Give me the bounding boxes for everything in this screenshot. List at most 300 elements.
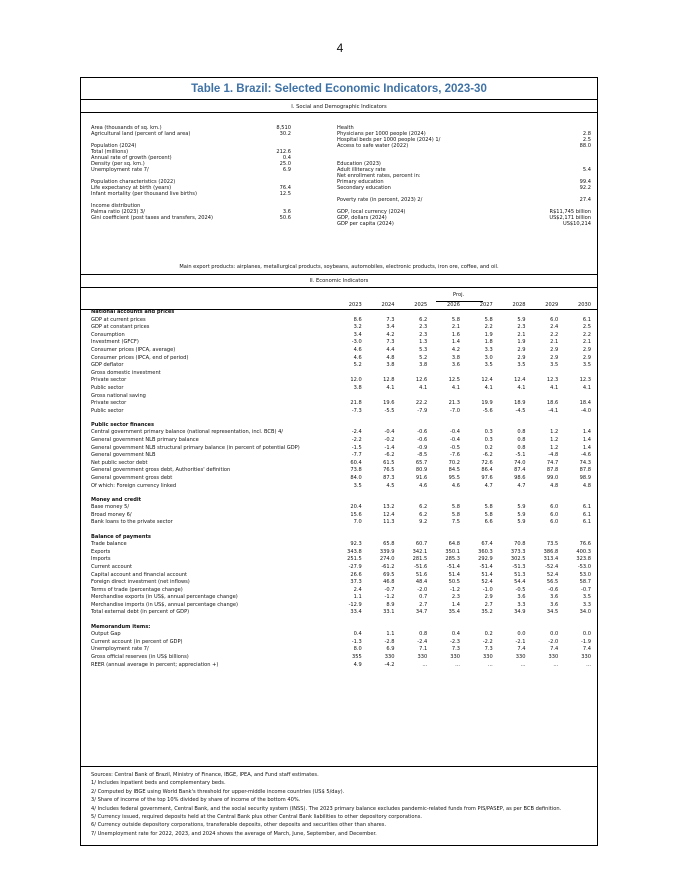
row-value: 0.0 xyxy=(550,631,559,638)
row-value: 1.4 xyxy=(582,429,591,436)
row-value: 34.7 xyxy=(415,609,428,616)
row-value xyxy=(493,422,526,430)
row-value: 4.6 xyxy=(353,346,362,353)
row-value: 6.1 xyxy=(582,519,591,526)
row-value: 60.7 xyxy=(415,541,428,548)
social-left-value: 8,510 xyxy=(276,124,291,131)
row-value: -5.1 xyxy=(515,452,526,459)
row-value: 18.9 xyxy=(514,400,526,407)
row-value xyxy=(427,422,460,430)
row-label: Trade balance xyxy=(91,541,127,548)
row-value xyxy=(362,393,395,401)
row-value: 3.3 xyxy=(582,601,591,608)
row-value: 330 xyxy=(417,653,428,660)
row-value: 1.4 xyxy=(582,444,591,451)
row-value xyxy=(427,309,460,317)
table-row xyxy=(91,564,591,572)
row-value: 56.5 xyxy=(546,579,559,586)
row-value: 2.9 xyxy=(550,354,559,361)
row-value xyxy=(329,309,362,317)
row-value: 4.1 xyxy=(517,384,526,391)
row-value: -61.2 xyxy=(381,563,395,570)
social-left-label: Density (per sq. km.) xyxy=(91,160,145,167)
row-value: 19.6 xyxy=(383,400,395,407)
row-value: -2.0 xyxy=(548,638,559,645)
row-value: 33.1 xyxy=(383,609,395,616)
row-value: 0.8 xyxy=(517,429,526,436)
social-right-value: 92.2 xyxy=(579,185,591,191)
row-value: 1.4 xyxy=(451,339,460,346)
social-left-label: Palma ratio (2023) 3/ xyxy=(91,209,145,216)
social-right-value: 2.5 xyxy=(582,136,591,143)
social-right-value: 99.4 xyxy=(579,178,591,185)
table-row xyxy=(91,445,591,453)
year-header: 2027 xyxy=(479,302,493,308)
row-value: 1.8 xyxy=(484,339,493,346)
row-value: 3.5 xyxy=(517,362,526,369)
row-value: 35.2 xyxy=(481,609,493,616)
row-value xyxy=(427,370,460,378)
row-value xyxy=(395,370,428,378)
row-value: 1.4 xyxy=(451,601,460,608)
row-value: 87.8 xyxy=(579,467,591,474)
row-value: 5.2 xyxy=(353,362,362,369)
row-value: -1.3 xyxy=(351,638,362,645)
row-value xyxy=(493,393,526,401)
row-value xyxy=(460,393,493,401)
table-row xyxy=(91,437,591,445)
row-value xyxy=(362,534,395,542)
row-value xyxy=(460,534,493,542)
row-value: 8.0 xyxy=(353,646,362,653)
row-value: 6.1 xyxy=(582,504,591,511)
social-left-value: 12.5 xyxy=(279,191,291,198)
row-value: -2.2 xyxy=(351,437,362,443)
row-value: 5.9 xyxy=(517,519,526,526)
section-social-rule xyxy=(81,112,597,113)
row-value: -4.5 xyxy=(515,407,526,414)
row-value: 274.0 xyxy=(379,556,395,563)
row-value: 342.1 xyxy=(412,548,428,555)
section-economic-rule xyxy=(81,287,597,288)
row-value: 26.6 xyxy=(350,571,362,578)
social-left-label: Life expectancy at birth (years) xyxy=(91,185,172,191)
row-label: Foreign direct investment (net inflows) xyxy=(91,579,190,586)
social-right-label: Access to safe water (2022) xyxy=(337,142,409,149)
row-value: 97.6 xyxy=(481,474,493,481)
row-value xyxy=(526,393,559,401)
row-value: 330 xyxy=(548,653,559,660)
row-value: 350.1 xyxy=(445,548,460,555)
social-right-label: Physicians per 1000 people (2024) xyxy=(337,130,426,137)
row-value: -0.7 xyxy=(384,586,395,593)
row-label: General government NLB xyxy=(91,452,156,459)
social-left-label: Annual rate of growth (percent) xyxy=(91,154,172,161)
row-value: 4.2 xyxy=(451,346,460,353)
row-value: -0.6 xyxy=(417,429,428,436)
row-value: 50.5 xyxy=(448,579,460,586)
section-economic-title: II. Economic Indicators xyxy=(309,278,369,284)
row-value: 5.2 xyxy=(419,354,428,361)
row-value: 6.2 xyxy=(419,504,428,511)
row-value: -2.2 xyxy=(482,638,493,645)
table-row xyxy=(91,587,591,595)
row-value: -51.6 xyxy=(414,563,428,570)
row-value: 4.1 xyxy=(451,384,460,391)
row-value: 73.5 xyxy=(546,541,559,548)
row-value: -7.7 xyxy=(351,452,362,459)
row-value: 0.8 xyxy=(517,444,526,451)
row-value: 2.9 xyxy=(484,594,493,601)
row-value: 21.8 xyxy=(350,400,362,407)
table-row xyxy=(91,452,591,460)
row-value: 35.4 xyxy=(448,609,460,616)
row-value: 2.1 xyxy=(582,339,591,346)
table-row xyxy=(91,460,591,468)
row-value: 3.5 xyxy=(484,362,493,369)
row-value xyxy=(329,370,362,378)
row-value xyxy=(558,309,591,317)
row-value: 3.5 xyxy=(353,482,362,489)
row-label: Current account xyxy=(91,563,133,570)
year-header-blank xyxy=(91,302,329,309)
row-label: Balance of payments xyxy=(91,533,151,540)
row-label: Money and credit xyxy=(91,496,142,503)
row-value: 1.9 xyxy=(484,331,493,338)
row-value xyxy=(460,422,493,430)
row-value: 386.8 xyxy=(543,548,559,555)
row-value: -2.3 xyxy=(450,638,460,645)
row-value: 4.6 xyxy=(353,354,362,361)
row-value: 52.4 xyxy=(546,571,559,578)
row-value: 0.4 xyxy=(353,631,362,638)
row-value xyxy=(427,534,460,542)
row-value: 339.9 xyxy=(379,548,395,555)
social-right-label: GDP per capita (2024) xyxy=(337,221,394,228)
row-value: 51.6 xyxy=(415,571,428,578)
social-right-value: R$11,745 billion xyxy=(549,209,591,216)
row-value: 360.3 xyxy=(478,548,493,555)
row-value: 7.3 xyxy=(386,339,395,346)
row-value: 6.1 xyxy=(582,316,591,323)
row-value xyxy=(526,309,559,317)
row-value: 54.4 xyxy=(514,579,526,586)
row-value: -27.9 xyxy=(348,563,362,570)
table-row xyxy=(91,609,591,617)
row-value xyxy=(395,422,428,430)
row-value: 15.6 xyxy=(350,511,362,518)
row-label: GDP at constant prices xyxy=(91,324,150,331)
row-value: 3.8 xyxy=(451,354,460,361)
row-value: 313.4 xyxy=(543,556,559,563)
row-value: -4.0 xyxy=(581,407,591,414)
table-row xyxy=(91,519,591,527)
row-value: 12.6 xyxy=(415,377,428,384)
section-row xyxy=(91,422,591,430)
row-value: 0.2 xyxy=(484,444,493,451)
row-value: 0.4 xyxy=(451,631,460,638)
row-value: 5.9 xyxy=(517,316,526,323)
economic-indicators-table xyxy=(91,302,591,669)
row-value: 2.9 xyxy=(517,354,526,361)
row-value: 34.0 xyxy=(579,609,591,616)
row-value: 18.4 xyxy=(579,400,591,407)
row-value xyxy=(395,534,428,542)
row-value: 5.8 xyxy=(484,511,493,518)
table-row xyxy=(91,324,591,332)
row-value: 2.7 xyxy=(484,601,493,608)
row-value: 4.4 xyxy=(386,346,395,353)
row-label: Central government primary balance (national representation, incl. BCB) 4/ xyxy=(91,429,284,436)
row-value: -51.4 xyxy=(446,563,460,570)
row-value: -4.2 xyxy=(384,661,395,668)
table-row xyxy=(91,594,591,602)
row-value: 12.4 xyxy=(514,377,526,384)
row-value xyxy=(493,534,526,542)
note-line: 2/ Computed by IBGE using World Bank's threshold for upper-middle income countries (US$ 5/day). xyxy=(91,788,345,795)
row-value: -7.9 xyxy=(417,407,428,414)
social-left-value: 30.2 xyxy=(279,130,291,137)
row-value: -4.8 xyxy=(548,452,559,459)
note-line: 6/ Currency outside depository corporations, transferable deposits, other deposits and securities other than shares. xyxy=(91,822,387,829)
row-value: 1.9 xyxy=(517,339,526,346)
row-value: 330 xyxy=(581,653,591,660)
row-value: 86.4 xyxy=(481,467,493,474)
row-value: 87.8 xyxy=(546,467,559,474)
row-value: 6.0 xyxy=(550,316,559,323)
row-value: 7.1 xyxy=(419,646,428,653)
row-value: -12.9 xyxy=(348,601,362,608)
row-value: 5.8 xyxy=(451,511,460,518)
row-value: 2.1 xyxy=(550,339,559,346)
row-value: 2.2 xyxy=(550,331,559,338)
table-row xyxy=(91,393,591,401)
row-value: -0.2 xyxy=(384,437,395,443)
row-value: 281.5 xyxy=(412,556,428,563)
row-value: 6.6 xyxy=(484,519,493,526)
table-row xyxy=(91,347,591,355)
row-value: -53.0 xyxy=(577,563,591,570)
table-row xyxy=(91,362,591,370)
row-value: ... xyxy=(487,661,493,668)
social-right-label: GDP, local currency (2024) xyxy=(337,209,406,216)
row-value: 3.4 xyxy=(386,324,395,331)
row-label: Base money 5/ xyxy=(91,504,130,511)
row-value: 12.0 xyxy=(350,377,362,384)
row-value: 5.9 xyxy=(517,511,526,518)
row-value: ... xyxy=(520,661,526,668)
row-value xyxy=(460,309,493,317)
indicators-table-frame xyxy=(80,77,598,846)
row-value: 76.5 xyxy=(383,467,395,474)
table-row xyxy=(91,572,591,580)
row-value: 6.0 xyxy=(550,511,559,518)
row-value: 11.3 xyxy=(383,519,395,526)
row-value: 285.3 xyxy=(445,556,460,563)
row-value: 7.3 xyxy=(451,646,460,653)
row-value xyxy=(558,624,591,632)
page-number: 4 xyxy=(336,41,344,55)
row-label: GDP deflator xyxy=(91,362,124,369)
row-value: 323.8 xyxy=(576,556,591,563)
row-value: 4.1 xyxy=(419,384,428,391)
row-value xyxy=(558,393,591,401)
social-left-value: 212.6 xyxy=(276,148,291,155)
row-value: 91.6 xyxy=(415,474,428,481)
row-label: Gross domestic investment xyxy=(91,369,161,376)
note-line: 7/ Unemployment rate for 2022, 2023, and 2024 shows the average of March, June, September, and December. xyxy=(91,830,377,837)
row-value: 2.3 xyxy=(451,594,460,601)
row-value: 60.4 xyxy=(350,459,362,466)
table-row xyxy=(91,467,591,475)
row-value: 3.8 xyxy=(353,384,362,391)
row-value: 6.0 xyxy=(550,519,559,526)
row-value: 0.2 xyxy=(484,631,493,638)
note-line: Sources: Central Bank of Brazil, Ministry of Finance, IBGE, IPEA, and Fund staff estimates. xyxy=(91,772,319,778)
row-label: Exports xyxy=(91,548,111,555)
row-value: 2.5 xyxy=(582,324,591,331)
note-line: 3/ Share of income of the top 10% divided by share of income of the bottom 40%. xyxy=(91,797,301,804)
row-value: 4.8 xyxy=(582,482,591,489)
row-value: -0.6 xyxy=(417,437,428,443)
year-header: 2024 xyxy=(381,302,395,308)
row-value: -2.8 xyxy=(384,638,395,645)
row-value: 37.3 xyxy=(350,579,362,586)
row-value: 3.6 xyxy=(550,594,559,601)
table-row xyxy=(91,579,591,587)
row-value: 65.7 xyxy=(415,459,428,466)
table-row xyxy=(91,400,591,408)
row-value: 73.8 xyxy=(350,467,362,474)
row-value: -2.1 xyxy=(515,638,526,645)
row-value: 1.4 xyxy=(582,437,591,443)
row-label: Consumption xyxy=(91,331,125,338)
row-label: General government gross debt xyxy=(91,474,173,481)
row-value: 69.5 xyxy=(383,571,395,578)
row-label: Public sector xyxy=(91,407,124,414)
row-value: 12.5 xyxy=(448,377,460,384)
row-value xyxy=(329,534,362,542)
row-value xyxy=(329,422,362,430)
row-value: 0.0 xyxy=(517,631,526,638)
row-value: 33.4 xyxy=(350,609,362,616)
row-value: 7.5 xyxy=(451,519,460,526)
row-value xyxy=(526,534,559,542)
row-value: 5.8 xyxy=(484,316,493,323)
social-right-label: Secondary education xyxy=(337,185,391,191)
row-value: -2.4 xyxy=(351,429,362,436)
table-row xyxy=(91,631,591,639)
row-value: 3.4 xyxy=(353,331,362,338)
row-value: 343.8 xyxy=(347,548,362,555)
row-value: 4.6 xyxy=(419,482,428,489)
row-label: Capital account and financial account xyxy=(91,571,188,578)
row-value xyxy=(329,393,362,401)
row-value: 80.9 xyxy=(415,467,428,474)
row-value xyxy=(362,624,395,632)
row-value: 1.3 xyxy=(419,339,428,346)
row-value xyxy=(362,422,395,430)
row-value: 2.3 xyxy=(517,324,526,331)
table-row xyxy=(91,662,591,670)
row-label: Gross national saving xyxy=(91,392,146,399)
row-value: 4.8 xyxy=(386,354,395,361)
row-value: 8.6 xyxy=(353,316,362,323)
row-value: 74.0 xyxy=(514,459,526,466)
row-value: 2.9 xyxy=(517,346,526,353)
row-value: -1.2 xyxy=(384,594,395,601)
table-row xyxy=(91,475,591,483)
row-value: 0.8 xyxy=(419,631,428,638)
row-value: 4.8 xyxy=(550,482,559,489)
row-value xyxy=(395,624,428,632)
row-value: 99.0 xyxy=(546,474,559,481)
row-value: 6.0 xyxy=(550,504,559,511)
row-label: Output Gap xyxy=(91,631,121,638)
row-value: 1.2 xyxy=(550,437,559,443)
table-row xyxy=(91,646,591,654)
row-value: -5.6 xyxy=(482,407,493,414)
row-value: 52.4 xyxy=(481,579,493,586)
row-value: 92.3 xyxy=(350,541,362,548)
row-value: 12.8 xyxy=(383,377,395,384)
row-value: 4.1 xyxy=(582,384,591,391)
row-value xyxy=(362,309,395,317)
social-left-label: Unemployment rate 7/ xyxy=(91,166,149,173)
row-value: 4.7 xyxy=(484,482,493,489)
row-value: 84.5 xyxy=(448,467,460,474)
row-value: -0.6 xyxy=(548,586,559,593)
social-right-label: Adult illiteracy rate xyxy=(337,166,386,173)
table-row xyxy=(91,504,591,512)
row-value xyxy=(526,624,559,632)
row-value: 18.6 xyxy=(546,400,559,407)
row-value xyxy=(558,370,591,378)
row-value: 4.1 xyxy=(386,384,395,391)
row-value: -0.4 xyxy=(450,429,460,436)
row-value: 5.8 xyxy=(451,316,460,323)
row-value: -3.0 xyxy=(351,339,362,346)
social-left-label: Gini coefficient (post taxes and transfers, 2024) xyxy=(91,215,213,222)
row-value: 2.9 xyxy=(582,346,591,353)
note-line: 5/ Currency issued, required deposits held at the Central Bank plus other Central Bank liabilities to other depository corporations. xyxy=(91,814,422,821)
social-left-value: 6.9 xyxy=(282,166,291,173)
row-value: -0.4 xyxy=(450,437,460,443)
row-value xyxy=(362,497,395,505)
row-value: 4.9 xyxy=(353,661,362,668)
row-value: 3.6 xyxy=(550,601,559,608)
row-value: 34.9 xyxy=(514,609,526,616)
row-label: Memorandum items: xyxy=(91,623,151,630)
row-value: -0.5 xyxy=(450,444,460,451)
table-row xyxy=(91,408,591,416)
row-value: 4.6 xyxy=(451,482,460,489)
row-value xyxy=(493,370,526,378)
row-value xyxy=(526,497,559,505)
row-value: 12.3 xyxy=(546,377,559,384)
row-value: 3.8 xyxy=(419,362,428,369)
table-row xyxy=(91,549,591,557)
row-value: 1.2 xyxy=(550,444,559,451)
row-value: 0.7 xyxy=(419,594,428,601)
table-row xyxy=(91,654,591,662)
row-value: 87.4 xyxy=(514,467,526,474)
section-row xyxy=(91,534,591,542)
row-value xyxy=(395,309,428,317)
row-value: 22.2 xyxy=(415,400,428,407)
table-row xyxy=(91,339,591,347)
row-value: 1.1 xyxy=(353,594,362,601)
